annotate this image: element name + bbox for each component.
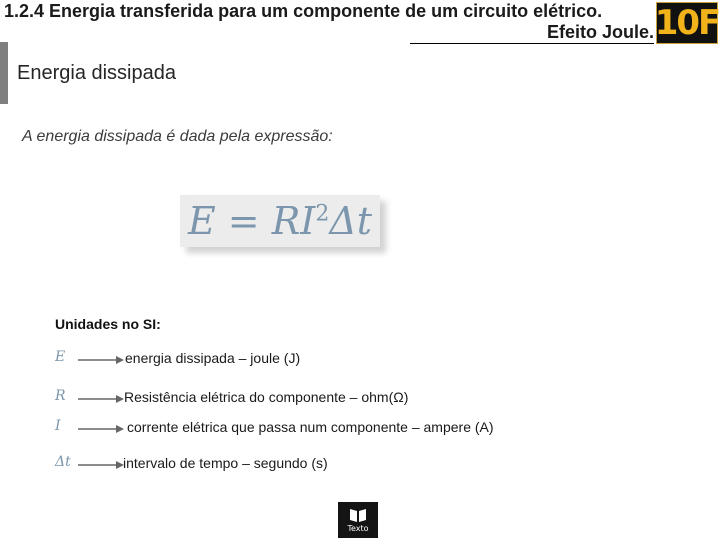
title-underline: [410, 43, 654, 44]
intro-text: A energia dissipada é dada pela expressão:: [22, 128, 333, 145]
grade-badge: [656, 2, 718, 44]
formula-lhs: E = RI: [187, 199, 316, 243]
section-title: Energia dissipada: [17, 62, 176, 84]
unit-symbol: Δt: [55, 454, 71, 470]
unit-symbol: I: [55, 418, 61, 434]
unit-symbol: R: [55, 388, 66, 404]
arrow-right-icon: [78, 394, 124, 404]
unit-symbol: E: [55, 349, 66, 365]
unit-row-current: [55, 418, 615, 440]
arrow-right-icon: [78, 460, 124, 470]
section-accent-bar: [0, 42, 8, 104]
publisher-logo-text: Texto: [347, 524, 369, 533]
arrow-right-icon: [78, 355, 124, 365]
units-heading: Unidades no SI:: [55, 316, 161, 332]
grade-badge-label: 10F: [654, 3, 720, 43]
unit-description: energia dissipada – joule (J): [125, 350, 301, 366]
formula: [187, 199, 373, 243]
slide-title-line2: Efeito Joule.: [546, 22, 654, 42]
unit-row-time: [55, 454, 615, 476]
formula-exponent: 2: [315, 201, 330, 227]
formula-rhs: Δt: [329, 199, 373, 243]
formula-box: [180, 195, 380, 247]
publisher-logo: [338, 502, 378, 538]
unit-row-energy: [55, 349, 615, 371]
unit-description: corrente elétrica que passa num componente – ampere (A): [127, 419, 494, 435]
book-icon: [349, 507, 367, 523]
slide-title-line1: 1.2.4 Energia transferida para um componente de um circuito elétrico.: [4, 1, 603, 21]
arrow-right-icon: [78, 424, 124, 434]
unit-description: intervalo de tempo – segundo (s): [123, 455, 328, 471]
unit-description: Resistência elétrica do componente – ohm(Ω): [124, 389, 409, 405]
unit-row-resistance: [55, 388, 615, 410]
